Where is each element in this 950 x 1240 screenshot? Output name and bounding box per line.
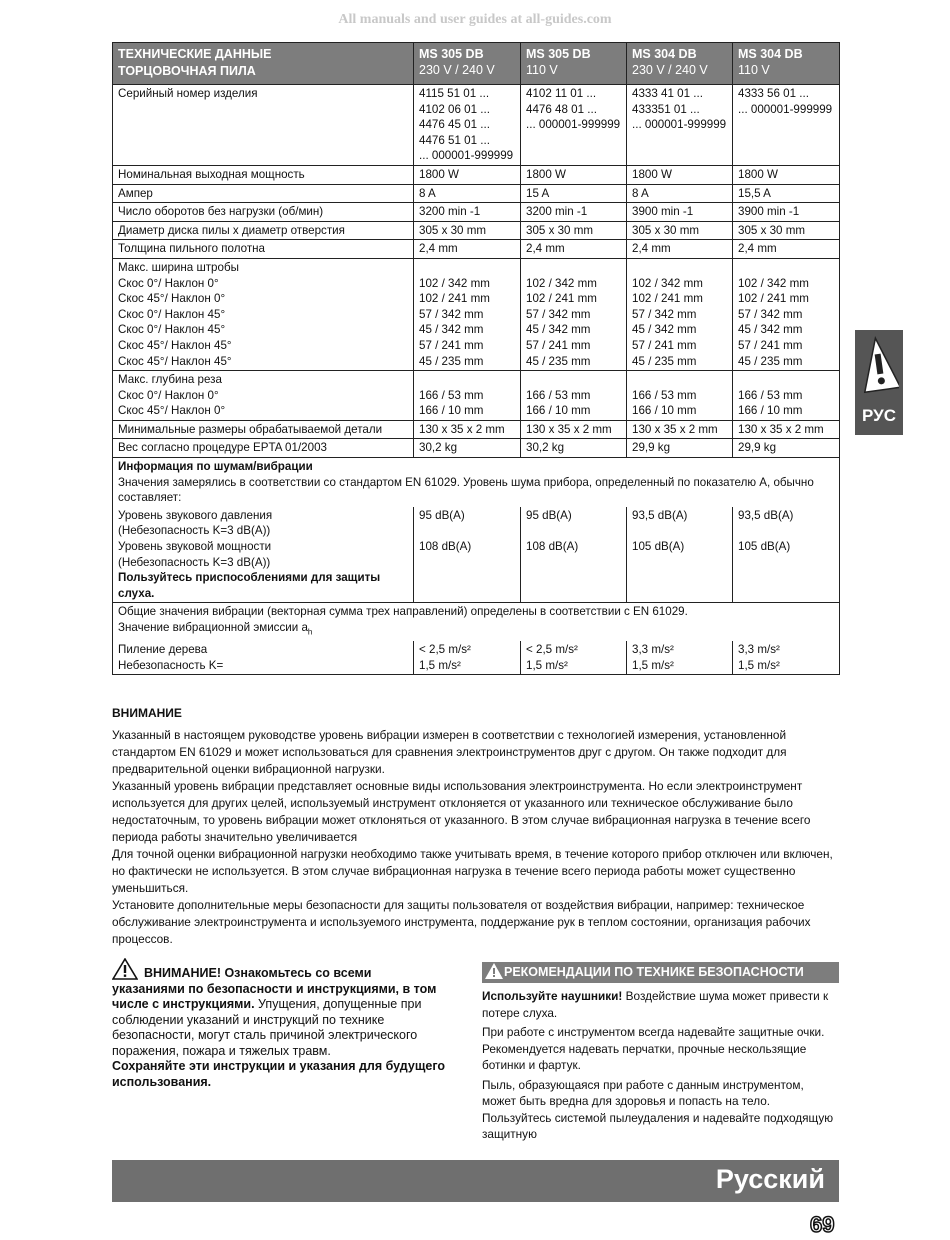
safety-section [482, 962, 839, 1146]
table-row [113, 184, 840, 203]
model-voltage: 110 V [738, 63, 770, 77]
table-row [113, 240, 840, 259]
row-label: Номинальная выходная мощность [113, 165, 414, 184]
table-cell: 29,9 kg [733, 439, 840, 458]
noise-cell: 93,5 dB(A) 105 dB(A) [627, 507, 733, 603]
table-header-row [113, 43, 840, 85]
side-tab-label: РУС [862, 406, 896, 425]
table-cell: 2,4 mm [627, 240, 733, 259]
vibration-emission: Значение вибрационной эмиссии $a_h$ [118, 621, 313, 637]
technical-data-table [112, 42, 840, 675]
model-name: MS 305 DB [419, 47, 484, 61]
model-header [414, 43, 521, 85]
cut-width-cell: 102 / 342 mm 102 / 241 mm 57 / 342 mm 45 / 342 mm 57 / 241 mm 45 / 235 mm [521, 258, 627, 370]
table-row [113, 439, 840, 458]
safety-paragraph: При работе с инструментом всегда надевайте защитные очки. Рекомендуется надевать перчатки, прочные нескользящие ботинки и фартук. [482, 1025, 825, 1072]
table-cell: 8 A [627, 184, 733, 203]
warning-bold: ВНИМАНИЕ! Ознакомьтесь со всеми указаниями по безопасности и инструкциями, в том числе с инструкциями. [112, 966, 437, 1011]
table-cell: 3200 min -1 [414, 203, 521, 222]
table-row [113, 420, 840, 439]
serial-cell [521, 85, 627, 166]
serial-line: ... 000001-999999 [738, 102, 833, 116]
serial-line: 4476 51 01 ... [419, 133, 490, 147]
warning-text [112, 958, 447, 1059]
table-row-cut-width [113, 258, 840, 370]
model-name: MS 305 DB [526, 47, 591, 61]
vibration-labels: Пиление дерева Небезопасность K= [113, 641, 414, 675]
table-cell: 130 x 35 x 2 mm [414, 420, 521, 439]
table-cell: 305 x 30 mm [733, 221, 840, 240]
cut-label: Скос 0°/ Наклон 45° [118, 307, 226, 321]
footer-bar [112, 1160, 839, 1202]
cut-width-cell: 102 / 342 mm 102 / 241 mm 57 / 342 mm 45 / 342 mm 57 / 241 mm 45 / 235 mm [414, 258, 521, 370]
row-label: Минимальные размеры обрабатываемой детали [113, 420, 414, 439]
table-row [113, 85, 840, 166]
attention-paragraph: Установите дополнительные меры безопасности для защиты пользователя от воздействия вибрации, например: техническое обслуживание электроинструмента и используемого инструмента, поддержание рук в теплом состоянии, организация рабочих процессов. [112, 898, 811, 946]
cut-label: Скос 45°/ Наклон 45° [118, 354, 232, 368]
cut-label: Скос 45°/ Наклон 0° [118, 292, 226, 306]
table-cell: 1800 W [733, 165, 840, 184]
title-line-1: ТЕХНИЧЕСКИЕ ДАННЫЕ [118, 47, 272, 61]
noise-labels: Уровень звукового давления (Небезопасность K=3 dB(A)) Уровень звуковой мощности (Небезопасность K=3 dB(A)) Пользуйтесь приспособлениями для защиты слуха. [113, 507, 414, 603]
row-label: Серийный номер изделия [113, 85, 414, 166]
serial-line: 4115 51 01 ... [419, 87, 490, 100]
attention-paragraph: Указанный в настоящем руководстве уровень вибрации измерен в соответствии с технологией измерения, установленной стандартом EN 61029 и может использоваться для сравнения электроинструментов друг с другом. Он также подходит для предварительной оценки вибрационной нагрузки. [112, 728, 787, 776]
vibration-intro-row [113, 603, 840, 641]
table-cell: 305 x 30 mm [627, 221, 733, 240]
cut-label: Макс. ширина штробы [118, 260, 239, 274]
noise-cell: 95 dB(A) 108 dB(A) [521, 507, 627, 603]
attention-title: ВНИМАНИЕ [112, 706, 182, 720]
vibration-intro-text: Общие значения вибрации (векторная сумма трех направлений) определены в соответствии с EN 61029. [118, 605, 688, 619]
model-header [733, 43, 840, 85]
table-cell: 3900 min -1 [733, 203, 840, 222]
cut-label: Скос 0°/ Наклон 0° [118, 388, 219, 402]
table-cell: 30,2 kg [521, 439, 627, 458]
serial-line: 4333 41 01 ... [632, 87, 703, 100]
table-cell: 1800 W [521, 165, 627, 184]
cut-depth-cell: 166 / 53 mm 166 / 10 mm [733, 371, 840, 421]
noise-intro-text: Значения замерялись в соответствии со стандартом EN 61029. Уровень шума прибора, определенный по показателю А, обычно составляет: [118, 475, 814, 505]
cut-width-labels [113, 258, 414, 370]
row-label: Диаметр диска пилы х диаметр отверстия [113, 221, 414, 240]
serial-line: ... 000001-999999 [632, 118, 727, 132]
vibration-cell: 3,3 m/s² 1,5 m/s² [733, 641, 840, 675]
serial-line: 4102 06 01 ... [419, 102, 490, 116]
title-line-2: ТОРЦОВОЧНАЯ ПИЛА [118, 64, 256, 78]
row-label: Ампер [113, 184, 414, 203]
table-cell: 15 A [521, 184, 627, 203]
table-row [113, 203, 840, 222]
serial-line: 4476 48 01 ... [526, 102, 597, 116]
table-cell: 2,4 mm [521, 240, 627, 259]
cut-depth-cell: 166 / 53 mm 166 / 10 mm [627, 371, 733, 421]
cut-width-cell: 102 / 342 mm 102 / 241 mm 57 / 342 mm 45 / 342 mm 57 / 241 mm 45 / 235 mm [733, 258, 840, 370]
warning-icon [112, 958, 138, 980]
noise-cell: 95 dB(A) 108 dB(A) [414, 507, 521, 603]
table-cell: 2,4 mm [733, 240, 840, 259]
model-header [627, 43, 733, 85]
serial-cell [733, 85, 840, 166]
vibration-values-row [113, 641, 840, 675]
warning-icon [484, 962, 504, 980]
safety-paragraph: Пыль, образующаяся при работе с данным инструментом, может быть вредна для здоровья и попасть на тело. Пользуйтесь системой пылеудаления и надевайте подходящую защитную [482, 1077, 834, 1141]
watermark: All manuals and user guides at all-guides.com [338, 12, 612, 27]
safety-heading-text: РЕКОМЕНДАЦИИ ПО ТЕХНИКЕ БЕЗОПАСНОСТИ [504, 965, 804, 979]
serial-cell [414, 85, 521, 166]
table-row [113, 221, 840, 240]
serial-line: 4333 56 01 ... [738, 87, 809, 100]
table-cell: 1800 W [627, 165, 733, 184]
model-name: MS 304 DB [738, 47, 803, 61]
cut-depth-labels [113, 371, 414, 421]
cut-label: Скос 0°/ Наклон 0° [118, 276, 219, 290]
table-row-cut-depth [113, 371, 840, 421]
table-cell: 130 x 35 x 2 mm [521, 420, 627, 439]
row-label: Вес согласно процедуре EPTA 01/2003 [113, 439, 414, 458]
row-label: Число оборотов без нагрузки (об/мин) [113, 203, 414, 222]
table-cell: 130 x 35 x 2 mm [733, 420, 840, 439]
noise-values-row [113, 507, 840, 603]
model-voltage: 230 V / 240 V [632, 63, 708, 77]
noise-cell: 93,5 dB(A) 105 dB(A) [733, 507, 840, 603]
serial-line: ... 000001-999999 [526, 118, 621, 132]
table-cell: 305 x 30 mm [414, 221, 521, 240]
vibration-cell: < 2,5 m/s² 1,5 m/s² [414, 641, 521, 675]
warning-triangle-icon [859, 334, 899, 396]
cut-depth-cell: 166 / 53 mm 166 / 10 mm [521, 371, 627, 421]
table-cell: 2,4 mm [414, 240, 521, 259]
serial-line: ... 000001-999999 [419, 149, 514, 163]
language-side-tab [855, 330, 903, 435]
warning-body: Упущения, допущенные при соблюдении указаний и инструкций по технике безопасности, могут сталь причиной электрического поражения, пожара и тяжелых травм. [112, 997, 422, 1058]
safety-heading [482, 962, 839, 983]
table-cell: 3200 min -1 [521, 203, 627, 222]
warning-keep: Сохраняйте эти инструкции и указания для будущего использования. [112, 1059, 446, 1089]
cut-label: Скос 0°/ Наклон 45° [118, 323, 226, 337]
table-row [113, 165, 840, 184]
vibration-intro [113, 603, 840, 641]
attention-paragraph: Указанный уровень вибрации представляет основные виды использования электроинструмента. Но если электроинструмент используется для других целей, используемый инструмент отклоняется от указанного или техническое обслуживание было недостаточным, то уровень вибрации может отклоняться от указанного. В этом случае вибрационная нагрузка в течение всего периода работы значительно увеличивается [112, 779, 811, 844]
vibration-cell: 3,3 m/s² 1,5 m/s² [627, 641, 733, 675]
safety-paragraph: Используйте наушники! Воздействие шума может привести к потере слуха. [482, 989, 829, 1020]
noise-title: Информация по шумам/вибрации [118, 460, 313, 474]
table-cell: 8 A [414, 184, 521, 203]
table-title [113, 43, 414, 85]
model-name: MS 304 DB [632, 47, 697, 61]
table-cell: 29,9 kg [627, 439, 733, 458]
table-cell: 15,5 A [733, 184, 840, 203]
serial-line: 4476 45 01 ... [419, 118, 490, 132]
noise-intro [113, 458, 840, 507]
serial-line: 4102 11 01 ... [526, 87, 597, 100]
attention-paragraph: Для точной оценки вибрационной нагрузки необходимо также учитывать время, в течение которого прибор отключен или включен, но фактически не используется. В этом случае вибрационная нагрузка в течение всего периода работы может существенно уменьшиться. [112, 847, 833, 895]
table-cell: 1800 W [414, 165, 521, 184]
model-voltage: 230 V / 240 V [419, 63, 495, 77]
cut-label: Скос 45°/ Наклон 0° [118, 404, 226, 418]
vibration-cell: < 2,5 m/s² 1,5 m/s² [521, 641, 627, 675]
noise-intro-row [113, 458, 840, 507]
table-cell: 30,2 kg [414, 439, 521, 458]
model-header [521, 43, 627, 85]
page-number: 69 [810, 1212, 835, 1237]
table-cell: 305 x 30 mm [521, 221, 627, 240]
model-voltage: 110 V [526, 63, 558, 77]
footer-language: Русский [715, 1164, 825, 1194]
cut-depth-cell: 166 / 53 mm 166 / 10 mm [414, 371, 521, 421]
warning-block [112, 958, 447, 1090]
cut-label: Макс. глубина реза [118, 373, 222, 387]
table-cell: 130 x 35 x 2 mm [627, 420, 733, 439]
row-label: Толщина пильного полотна [113, 240, 414, 259]
attention-section [112, 705, 839, 948]
serial-line: 433351 01 ... [632, 102, 700, 116]
cut-label: Скос 45°/ Наклон 45° [118, 338, 232, 352]
serial-cell [627, 85, 733, 166]
table-cell: 3900 min -1 [627, 203, 733, 222]
cut-width-cell: 102 / 342 mm 102 / 241 mm 57 / 342 mm 45 / 342 mm 57 / 241 mm 45 / 235 mm [627, 258, 733, 370]
